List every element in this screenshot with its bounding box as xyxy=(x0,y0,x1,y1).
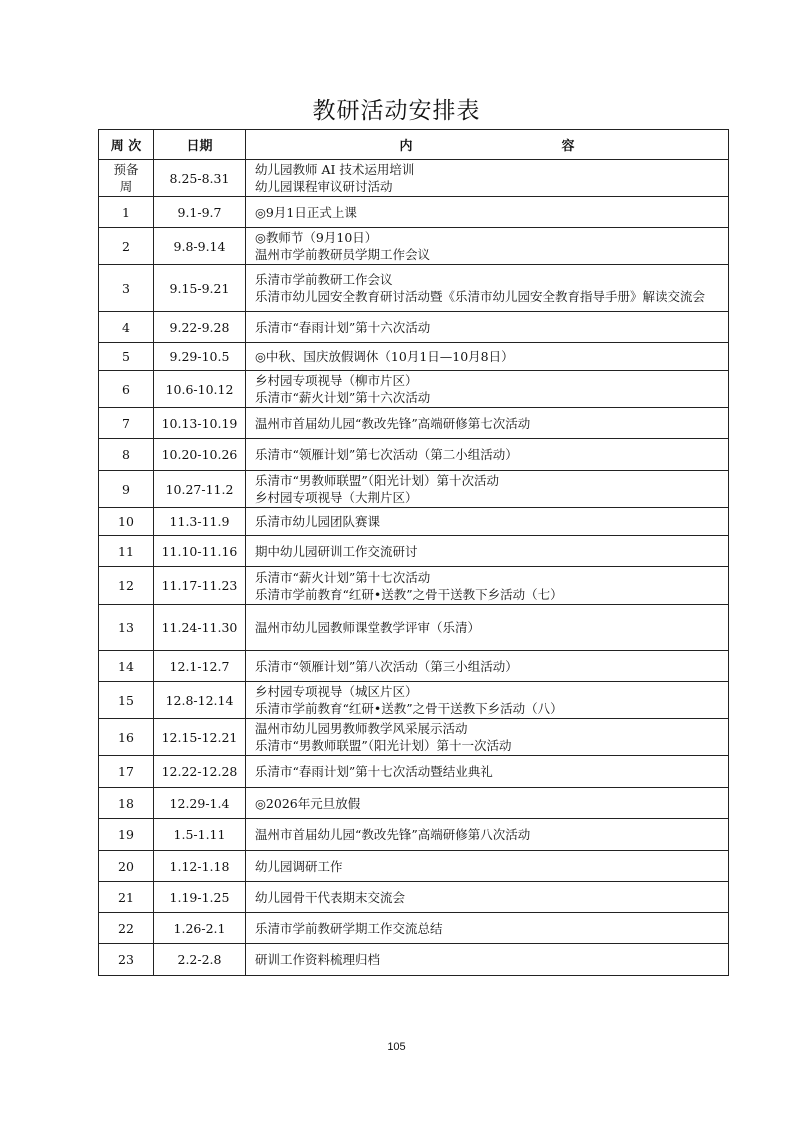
activity-line: 乡村园专项视导（柳市片区） xyxy=(255,373,418,388)
content-cell xyxy=(246,439,729,471)
activity-line: 幼儿园骨干代表期末交流会 xyxy=(255,889,406,905)
activity-line: ◎中秋、国庆放假调休（10月1日—10月8日） xyxy=(255,349,514,364)
header-week: 周 次 xyxy=(99,130,154,160)
activity-line: ◎9月1日正式上课 xyxy=(255,204,357,220)
content-cell xyxy=(246,651,729,682)
table-row xyxy=(99,851,729,882)
table-row xyxy=(99,160,729,197)
activity-line: 乐清市“男教师联盟”（阳光计划）第十一次活动 xyxy=(255,738,512,753)
date-cell: 11.10-11.16 xyxy=(154,536,246,567)
content-cell xyxy=(246,567,729,605)
date-cell: 9.29-10.5 xyxy=(154,343,246,371)
content-cell xyxy=(246,197,729,228)
header-content-a: 内 xyxy=(399,139,413,154)
activity-line: 乡村园专项视导（城区片区） xyxy=(255,684,418,699)
week-label: 21 xyxy=(118,889,134,905)
header-content xyxy=(246,130,729,160)
content-cell xyxy=(246,944,729,976)
activity-line: 乡村园专项视导（大荆片区） xyxy=(255,490,418,505)
table-row xyxy=(99,913,729,944)
date-cell: 12.29-1.4 xyxy=(154,788,246,819)
week-label: 7 xyxy=(122,415,130,431)
table-row xyxy=(99,682,729,719)
activity-line: 乐清市“领雁计划”第七次活动（第二小组活动） xyxy=(255,447,518,462)
date-cell: 1.26-2.1 xyxy=(154,913,246,944)
content-cell xyxy=(246,682,729,719)
week-cell xyxy=(99,788,154,819)
week-label: 19 xyxy=(118,827,134,842)
header-date: 日期 xyxy=(154,130,246,160)
week-cell xyxy=(99,312,154,343)
date-cell: 12.15-12.21 xyxy=(154,719,246,756)
table-row xyxy=(99,312,729,343)
week-label: 23 xyxy=(118,952,134,967)
content-cell xyxy=(246,265,729,312)
date-cell: 1.12-1.18 xyxy=(154,851,246,882)
table-row xyxy=(99,343,729,371)
table-row xyxy=(99,605,729,651)
week-cell xyxy=(99,944,154,976)
week-cell xyxy=(99,756,154,788)
table-row xyxy=(99,508,729,536)
week-cell xyxy=(99,343,154,371)
table-header-row xyxy=(99,130,729,160)
week-cell xyxy=(99,371,154,408)
date-cell: 11.24-11.30 xyxy=(154,605,246,651)
table-row xyxy=(99,536,729,567)
content-cell xyxy=(246,312,729,343)
date-cell: 12.8-12.14 xyxy=(154,682,246,719)
table-row xyxy=(99,756,729,788)
week-label: 1 xyxy=(122,204,130,220)
content-cell xyxy=(246,788,729,819)
activity-line: 乐清市学前教育“红研•送教”之骨干送教下乡活动（七） xyxy=(255,586,563,602)
table-row xyxy=(99,471,729,508)
content-cell xyxy=(246,851,729,882)
date-cell: 1.19-1.25 xyxy=(154,882,246,913)
content-cell xyxy=(246,819,729,851)
table-row xyxy=(99,439,729,471)
activity-line: 温州市幼儿园教师课堂教学评审（乐清） xyxy=(255,620,481,635)
week-label: 10 xyxy=(118,514,134,529)
week-label: 9 xyxy=(122,481,130,497)
table-row xyxy=(99,719,729,756)
week-cell xyxy=(99,471,154,508)
date-cell: 12.22-12.28 xyxy=(154,756,246,788)
week-label: 2 xyxy=(122,238,130,254)
week-label: 4 xyxy=(122,319,130,335)
week-label: 11 xyxy=(118,543,134,559)
date-cell: 11.3-11.9 xyxy=(154,508,246,536)
header-content-b: 容 xyxy=(561,139,575,154)
table-row xyxy=(99,567,729,605)
activity-line: 幼儿园课程审议研讨活动 xyxy=(255,179,393,194)
content-cell xyxy=(246,343,729,371)
week-label: 6 xyxy=(122,381,130,397)
date-cell: 8.25-8.31 xyxy=(154,160,246,197)
activity-line: 幼儿园调研工作 xyxy=(255,858,343,874)
activity-line: 乐清市“男教师联盟”（阳光计划）第十次活动 xyxy=(255,473,500,488)
week-label: 16 xyxy=(118,729,134,745)
content-cell xyxy=(246,605,729,651)
date-cell: 9.15-9.21 xyxy=(154,265,246,312)
table-row xyxy=(99,819,729,851)
week-cell xyxy=(99,228,154,265)
date-cell: 10.6-10.12 xyxy=(154,371,246,408)
week-label: 17 xyxy=(118,764,134,779)
content-cell xyxy=(246,228,729,265)
table-row xyxy=(99,228,729,265)
week-cell xyxy=(99,439,154,471)
activity-line: 温州市首届幼儿园“教改先锋”高端研修第八次活动 xyxy=(255,827,531,842)
week-label: 8 xyxy=(122,447,130,462)
activity-line: 乐清市“春雨计划”第十七次活动暨结业典礼 xyxy=(255,764,493,779)
page-title: 教研活动安排表 xyxy=(312,98,481,124)
date-cell: 9.22-9.28 xyxy=(154,312,246,343)
date-cell: 12.1-12.7 xyxy=(154,651,246,682)
content-cell xyxy=(246,408,729,439)
table-row xyxy=(99,197,729,228)
week-cell xyxy=(99,567,154,605)
activity-line: 乐清市幼儿园安全教育研讨活动暨《乐清市幼儿园安全教育指导手册》解读交流会 xyxy=(255,289,706,304)
activity-line: 乐清市幼儿园团队赛课 xyxy=(255,514,381,529)
week-cell xyxy=(99,536,154,567)
activity-line: 乐清市“薪火计划”第十六次活动 xyxy=(255,390,431,405)
date-cell: 10.27-11.2 xyxy=(154,471,246,508)
content-cell xyxy=(246,536,729,567)
week-cell xyxy=(99,682,154,719)
week-cell xyxy=(99,160,154,197)
week-label: 预备 周 xyxy=(113,162,139,194)
week-cell xyxy=(99,408,154,439)
activity-line: 幼儿园教师 AI 技术运用培训 xyxy=(255,162,415,177)
content-cell xyxy=(246,371,729,408)
activity-line: 研训工作资料梳理归档 xyxy=(255,952,381,967)
activity-line: 乐清市“领雁计划”第八次活动（第三小组活动） xyxy=(255,658,518,674)
date-cell: 9.8-9.14 xyxy=(154,228,246,265)
week-cell xyxy=(99,197,154,228)
week-cell xyxy=(99,719,154,756)
date-cell: 11.17-11.23 xyxy=(154,567,246,605)
week-cell xyxy=(99,265,154,312)
week-cell xyxy=(99,508,154,536)
date-cell: 9.1-9.7 xyxy=(154,197,246,228)
content-cell xyxy=(246,508,729,536)
activity-line: ◎2026年元旦放假 xyxy=(255,795,361,811)
content-cell xyxy=(246,913,729,944)
week-cell xyxy=(99,882,154,913)
week-cell xyxy=(99,819,154,851)
week-label: 18 xyxy=(118,795,134,811)
content-cell xyxy=(246,882,729,913)
week-label: 22 xyxy=(118,920,134,936)
activity-line: 乐清市学前教研工作会议 xyxy=(255,272,393,287)
table-row xyxy=(99,944,729,976)
activity-line: 期中幼儿园研训工作交流研讨 xyxy=(255,543,418,559)
table-row xyxy=(99,788,729,819)
week-label: 20 xyxy=(118,858,134,874)
content-cell xyxy=(246,471,729,508)
activity-line: 温州市学前教研员学期工作会议 xyxy=(255,247,431,262)
week-label: 5 xyxy=(122,349,130,364)
page-number: 105 xyxy=(387,1041,406,1053)
week-label: 15 xyxy=(118,692,134,708)
table-row xyxy=(99,882,729,913)
table-row xyxy=(99,265,729,312)
activity-line: 温州市首届幼儿园“教改先锋”高端研修第七次活动 xyxy=(255,415,531,431)
table-row xyxy=(99,408,729,439)
week-cell xyxy=(99,913,154,944)
content-cell xyxy=(246,756,729,788)
schedule-table xyxy=(98,129,729,976)
activity-line: 乐清市“春雨计划”第十六次活动 xyxy=(255,319,431,335)
activity-line: 温州市幼儿园男教师教学风采展示活动 xyxy=(255,721,468,736)
week-label: 14 xyxy=(118,658,134,674)
week-label: 13 xyxy=(118,620,134,635)
activity-line: 乐清市学前教研学期工作交流总结 xyxy=(255,920,443,936)
activity-line: ◎教师节（9月10日） xyxy=(255,230,378,245)
activity-line: 乐清市“薪火计划”第十七次活动 xyxy=(255,569,431,585)
content-cell xyxy=(246,160,729,197)
activity-line: 乐清市学前教育“红研•送教”之骨干送教下乡活动（八） xyxy=(255,701,563,716)
date-cell: 10.13-10.19 xyxy=(154,408,246,439)
table-row xyxy=(99,651,729,682)
week-label: 3 xyxy=(122,280,130,296)
week-cell xyxy=(99,605,154,651)
date-cell: 1.5-1.11 xyxy=(154,819,246,851)
week-cell xyxy=(99,851,154,882)
date-cell: 10.20-10.26 xyxy=(154,439,246,471)
date-cell: 2.2-2.8 xyxy=(154,944,246,976)
content-cell xyxy=(246,719,729,756)
week-cell xyxy=(99,651,154,682)
table-row xyxy=(99,371,729,408)
week-label: 12 xyxy=(118,578,134,593)
